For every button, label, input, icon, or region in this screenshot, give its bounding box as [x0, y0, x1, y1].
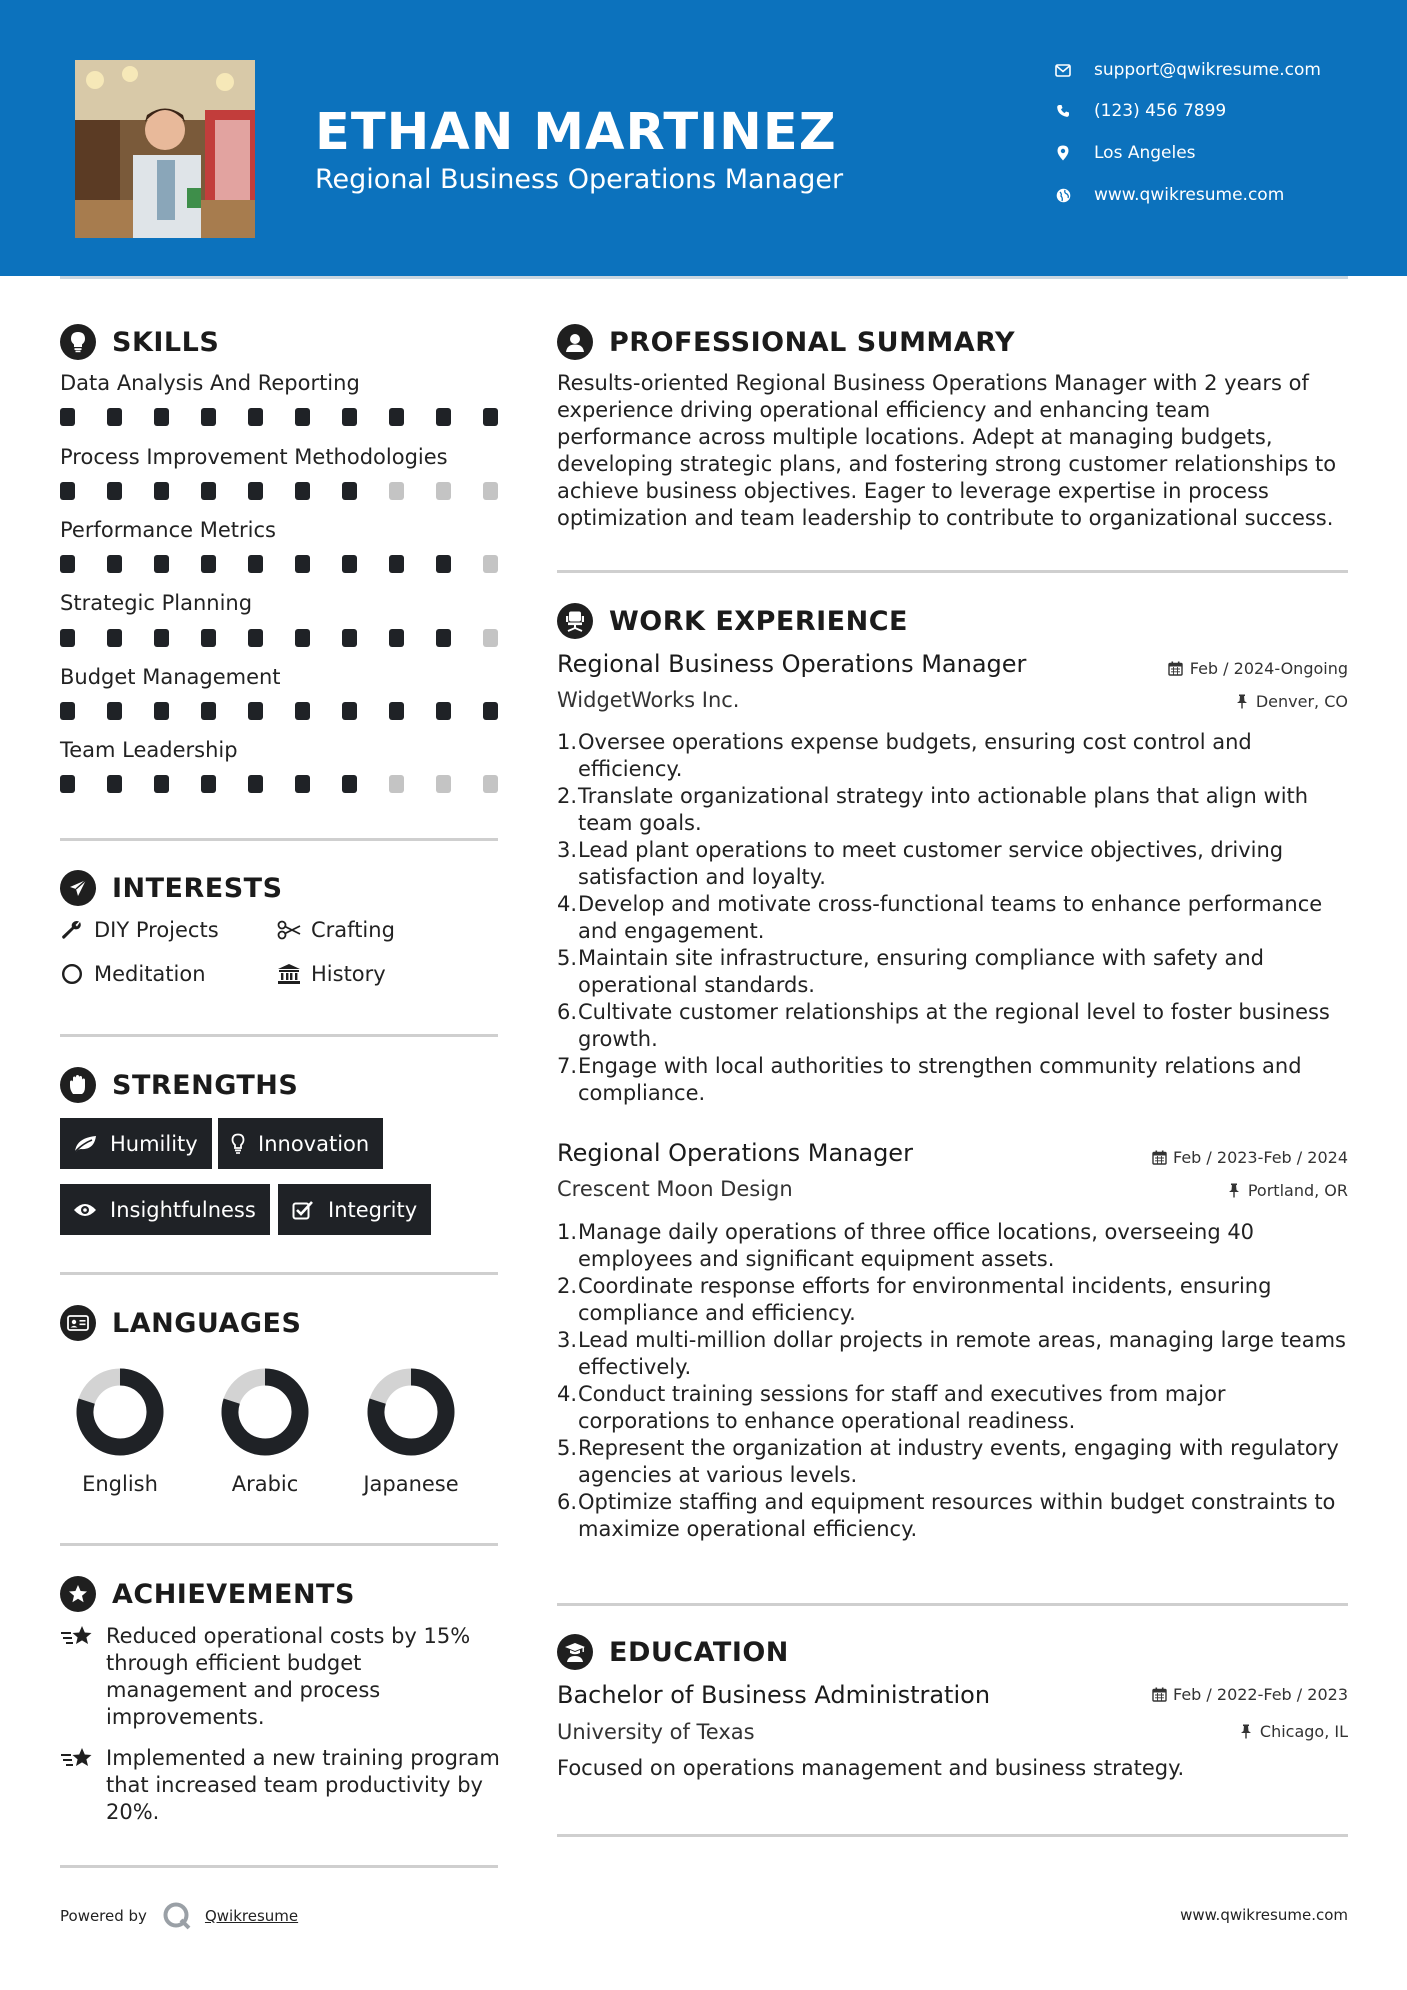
map-pin-icon: [1054, 144, 1072, 162]
skill-dot-empty: [483, 482, 498, 500]
education-heading: [557, 1634, 789, 1670]
skill-name: Performance Metrics: [60, 518, 276, 542]
skill-name: Strategic Planning: [60, 591, 253, 615]
candidate-name: ETHAN MARTINEZ: [315, 103, 837, 162]
strength-label: Integrity: [328, 1197, 418, 1222]
skill-dot-filled: [154, 482, 169, 500]
strength-label: Humility: [110, 1131, 198, 1156]
achievements-heading: [60, 1576, 355, 1612]
skill-dot-filled: [154, 408, 169, 426]
bank-icon: [277, 962, 301, 986]
skill-rating: [60, 555, 498, 573]
interest-label: Crafting: [311, 918, 395, 942]
duty-number: 2.: [557, 784, 578, 808]
skill-dot-filled: [248, 408, 263, 426]
skill-dot-filled: [342, 629, 357, 647]
duty-item: [557, 1435, 1347, 1489]
contact-website[interactable]: [1054, 185, 1284, 205]
skill-dot-filled: [436, 629, 451, 647]
summary-heading-text: PROFESSIONAL SUMMARY: [609, 326, 1016, 358]
paper-plane-icon: [60, 870, 96, 906]
skill-dot-filled: [107, 408, 122, 426]
skills-heading: [60, 324, 219, 360]
wrench-icon: [60, 918, 84, 942]
skill-dot-filled: [107, 482, 122, 500]
skill-dot-filled: [295, 408, 310, 426]
skill-dot-empty: [483, 629, 498, 647]
skill-dot-filled: [436, 408, 451, 426]
skill-dot-filled: [201, 775, 216, 793]
duty-number: 4.: [557, 1382, 578, 1406]
skill-dot-filled: [248, 775, 263, 793]
education-location: [1238, 1722, 1348, 1741]
skill-dot-filled: [342, 408, 357, 426]
skill-dot-filled: [60, 408, 75, 426]
language-name: Arabic: [231, 1472, 299, 1496]
lightbulb-icon: [60, 324, 96, 360]
job-title: Regional Business Operations Manager: [557, 650, 1027, 678]
company-name: Crescent Moon Design: [557, 1177, 793, 1201]
interests-heading-text: INTERESTS: [112, 872, 283, 904]
skill-dot-filled: [107, 629, 122, 647]
skill-rating: [60, 482, 498, 500]
experience-heading-text: WORK EXPERIENCE: [609, 605, 908, 637]
skill-dot-filled: [248, 702, 263, 720]
duty-text: Translate organizational strategy into actionable plans that align with team goals.: [578, 784, 1309, 835]
job-location-text: Denver, CO: [1255, 692, 1348, 711]
job-location-text: Portland, OR: [1247, 1181, 1348, 1200]
contact-location-text: Los Angeles: [1094, 143, 1196, 163]
summary-heading: [557, 324, 1015, 360]
duty-number: 6.: [557, 1490, 578, 1514]
duty-number: 5.: [557, 1436, 578, 1460]
section-divider: [60, 838, 498, 841]
circle-icon: [60, 962, 84, 986]
languages-heading-text: LANGUAGES: [112, 1307, 302, 1339]
language-ring: [367, 1368, 455, 1456]
profile-photo: [75, 60, 255, 238]
strength-tag: [60, 1184, 270, 1235]
leaf-icon: [72, 1132, 98, 1156]
scissors-icon: [277, 918, 301, 942]
language-name: English: [82, 1472, 158, 1496]
degree-title: Bachelor of Business Administration: [557, 1681, 991, 1709]
skill-dot-filled: [342, 775, 357, 793]
phone-icon: [1054, 102, 1072, 120]
achievements-heading-text: ACHIEVEMENTS: [112, 1578, 355, 1610]
duty-item: [557, 1219, 1347, 1273]
skill-dot-filled: [342, 555, 357, 573]
duty-text: Coordinate response efforts for environmental incidents, ensuring compliance and efficiency.: [578, 1274, 1272, 1325]
candidate-title: Regional Business Operations Manager: [315, 164, 844, 195]
duty-item: [557, 1489, 1347, 1543]
skill-dot-filled: [201, 629, 216, 647]
header-divider: [60, 276, 1348, 279]
duty-text: Develop and motivate cross-functional teams to enhance performance and engagement.: [578, 892, 1323, 943]
job-title: Regional Operations Manager: [557, 1139, 913, 1167]
skill-rating: [60, 629, 498, 647]
skill-rating: [60, 408, 498, 426]
duty-number: 3.: [557, 1328, 578, 1352]
skill-dot-filled: [107, 702, 122, 720]
interests-heading: [60, 870, 283, 906]
shooting-star-icon: [60, 1745, 96, 1773]
languages-heading: [60, 1305, 301, 1341]
skill-dot-empty: [389, 482, 404, 500]
skill-dot-filled: [107, 775, 122, 793]
strength-tag: [60, 1118, 212, 1169]
skill-name: Process Improvement Methodologies: [60, 445, 448, 469]
skill-dot-empty: [436, 482, 451, 500]
powered-by-text: Powered by: [60, 1907, 147, 1925]
education-heading-text: EDUCATION: [609, 1636, 789, 1668]
duty-item: [557, 945, 1347, 999]
skill-dot-filled: [201, 702, 216, 720]
duty-number: 1.: [557, 1220, 578, 1244]
pushpin-icon: [1226, 1183, 1242, 1199]
strength-label: Innovation: [258, 1131, 370, 1156]
contact-email-text: support@qwikresume.com: [1094, 60, 1321, 80]
duty-text: Optimize staffing and equipment resources within budget constraints to maximize operational efficiency.: [578, 1490, 1336, 1541]
strength-tag: [218, 1118, 383, 1169]
duty-item: [557, 1273, 1347, 1327]
skill-dot-filled: [154, 702, 169, 720]
section-divider: [557, 570, 1348, 573]
skill-dot-filled: [295, 629, 310, 647]
skill-name: Team Leadership: [60, 738, 238, 762]
experience-heading: [557, 603, 908, 639]
duty-text: Conduct training sessions for staff and executives from major corporations to enhance operational readiness.: [578, 1382, 1226, 1433]
duty-number: 5.: [557, 946, 578, 970]
calendar-icon: [1168, 661, 1184, 677]
education-location-text: Chicago, IL: [1259, 1722, 1348, 1741]
achievement-text: Reduced operational costs by 15% through efficient budget management and process improvements.: [106, 1624, 471, 1729]
hand-icon: [60, 1067, 96, 1103]
skill-dot-filled: [60, 702, 75, 720]
duty-item: [557, 1381, 1347, 1435]
duty-text: Maintain site infrastructure, ensuring compliance with safety and operational standards.: [578, 946, 1264, 997]
section-divider: [557, 1834, 1348, 1837]
skill-dot-filled: [389, 408, 404, 426]
achievement-item: [60, 1623, 500, 1731]
skill-dot-filled: [342, 482, 357, 500]
duty-item: [557, 891, 1347, 945]
skill-name: Data Analysis And Reporting: [60, 371, 360, 395]
job-dates: [1151, 1148, 1348, 1167]
language-name: Japanese: [363, 1472, 459, 1496]
skill-dot-filled: [389, 702, 404, 720]
school-name: University of Texas: [557, 1720, 755, 1744]
duty-text: Lead plant operations to meet customer service objectives, driving satisfaction and loyalty.: [578, 838, 1284, 889]
skill-dot-filled: [295, 482, 310, 500]
skill-dot-empty: [389, 775, 404, 793]
duty-number: 3.: [557, 838, 578, 862]
qwikresume-logo-icon: [161, 1900, 193, 1932]
footer-powered-by: [60, 1900, 298, 1932]
skill-rating: [60, 775, 498, 793]
contact-phone-text: (123) 456 7899: [1094, 101, 1227, 121]
education-dates-text: Feb / 2022-Feb / 2023: [1173, 1685, 1348, 1704]
skill-dot-empty: [483, 775, 498, 793]
duty-item: [557, 783, 1347, 837]
duty-item: [557, 1053, 1347, 1107]
duty-text: Cultivate customer relationships at the regional level to foster business growth.: [578, 1000, 1330, 1051]
skill-name: Budget Management: [60, 665, 281, 689]
calendar-icon: [1151, 1150, 1167, 1166]
section-divider: [60, 1034, 498, 1037]
section-divider: [60, 1865, 498, 1868]
achievement-text: Implemented a new training program that increased team productivity by 20%.: [106, 1746, 500, 1824]
skill-dot-filled: [436, 702, 451, 720]
contact-phone[interactable]: [1054, 101, 1226, 121]
pushpin-icon: [1234, 694, 1250, 710]
job-duties: [557, 1219, 1347, 1543]
strengths-heading-text: STRENGTHS: [112, 1069, 299, 1101]
interest-label: History: [311, 962, 386, 986]
skill-rating: [60, 702, 498, 720]
section-divider: [557, 1603, 1348, 1606]
section-divider: [60, 1272, 498, 1275]
skill-dot-filled: [342, 702, 357, 720]
interest-item: [60, 918, 219, 942]
duty-item: [557, 729, 1347, 783]
duty-number: 7.: [557, 1054, 578, 1078]
skills-heading-text: SKILLS: [112, 326, 220, 358]
skill-dot-filled: [248, 629, 263, 647]
education-dates: [1151, 1685, 1348, 1704]
strength-label: Insightfulness: [110, 1197, 256, 1222]
skill-dot-empty: [436, 775, 451, 793]
qwikresume-link[interactable]: Qwikresume: [204, 1907, 299, 1925]
user-icon: [557, 324, 593, 360]
pushpin-icon: [1238, 1724, 1254, 1740]
lightbulb-icon: [230, 1132, 246, 1156]
language-ring: [221, 1368, 309, 1456]
skill-dot-filled: [436, 555, 451, 573]
skill-dot-filled: [154, 629, 169, 647]
skill-dot-filled: [389, 555, 404, 573]
office-chair-icon: [557, 603, 593, 639]
star-badge-icon: [60, 1576, 96, 1612]
skill-dot-filled: [201, 408, 216, 426]
job-duties: [557, 729, 1347, 1107]
language-ring: [76, 1368, 164, 1456]
duty-text: Lead multi-million dollar projects in remote areas, managing large teams effectively.: [578, 1328, 1346, 1379]
skill-dot-filled: [248, 482, 263, 500]
skill-dot-filled: [201, 482, 216, 500]
skill-dot-filled: [483, 408, 498, 426]
duty-text: Represent the organization at industry events, engaging with regulatory agencies at various levels.: [578, 1436, 1339, 1487]
skill-dot-filled: [295, 702, 310, 720]
skill-dot-filled: [483, 702, 498, 720]
job-dates-text: Feb / 2023-Feb / 2024: [1173, 1148, 1348, 1167]
summary-text: Results-oriented Regional Business Operations Manager with 2 years of experience driving operational efficiency and enhancing team performance across multiple locations. Adept at managing budgets, developing strategic plans, and fostering strong customer relationships to achieve business objectives. Eager to leverage expertise in process optimization and team leadership to contribute to organizational success.: [557, 371, 1337, 530]
company-name: WidgetWorks Inc.: [557, 688, 740, 712]
duty-number: 1.: [557, 730, 578, 754]
skill-dot-filled: [248, 555, 263, 573]
skill-dot-filled: [60, 555, 75, 573]
eye-icon: [72, 1198, 98, 1222]
job-dates-text: Feb / 2024-Ongoing: [1189, 659, 1348, 678]
duty-number: 2.: [557, 1274, 578, 1298]
skill-dot-filled: [107, 555, 122, 573]
graduate-icon: [557, 1634, 593, 1670]
duty-text: Engage with local authorities to strengthen community relations and compliance.: [578, 1054, 1302, 1105]
skill-dot-filled: [389, 629, 404, 647]
job-location: [1226, 1181, 1348, 1200]
envelope-icon: [1054, 61, 1072, 79]
skill-dot-filled: [154, 555, 169, 573]
skill-dot-filled: [295, 555, 310, 573]
contact-location: [1054, 143, 1196, 163]
duty-item: [557, 1327, 1347, 1381]
duty-text: Oversee operations expense budgets, ensuring cost control and efficiency.: [578, 730, 1252, 781]
section-divider: [60, 1543, 498, 1546]
resume-header: [0, 0, 1407, 276]
skill-dot-filled: [60, 482, 75, 500]
duty-item: [557, 837, 1347, 891]
duty-number: 4.: [557, 892, 578, 916]
skill-dot-filled: [295, 775, 310, 793]
contact-email[interactable]: [1054, 60, 1321, 80]
footer-website[interactable]: www.qwikresume.com: [1180, 1906, 1348, 1924]
skill-dot-filled: [154, 775, 169, 793]
job-location: [1234, 692, 1348, 711]
contact-website-text: www.qwikresume.com: [1094, 185, 1285, 205]
duty-number: 6.: [557, 1000, 578, 1024]
interest-label: Meditation: [94, 962, 206, 986]
interest-item: [60, 962, 206, 986]
skill-dot-filled: [60, 629, 75, 647]
interest-label: DIY Projects: [94, 918, 219, 942]
interest-item: [277, 918, 395, 942]
skill-dot-empty: [483, 555, 498, 573]
strengths-heading: [60, 1067, 298, 1103]
skill-dot-filled: [60, 775, 75, 793]
duty-text: Manage daily operations of three office locations, overseeing 40 employees and significant equipment assets.: [578, 1220, 1255, 1271]
id-card-icon: [60, 1305, 96, 1341]
job-dates: [1168, 659, 1348, 678]
achievement-item: [60, 1745, 500, 1826]
globe-icon: [1054, 186, 1072, 204]
strength-tag: [278, 1184, 431, 1235]
interest-item: [277, 962, 386, 986]
shooting-star-icon: [60, 1623, 96, 1651]
education-description: Focused on operations management and business strategy.: [557, 1756, 1185, 1780]
calendar-icon: [1151, 1687, 1167, 1703]
skill-dot-filled: [201, 555, 216, 573]
checkbox-icon: [290, 1198, 316, 1222]
duty-item: [557, 999, 1347, 1053]
